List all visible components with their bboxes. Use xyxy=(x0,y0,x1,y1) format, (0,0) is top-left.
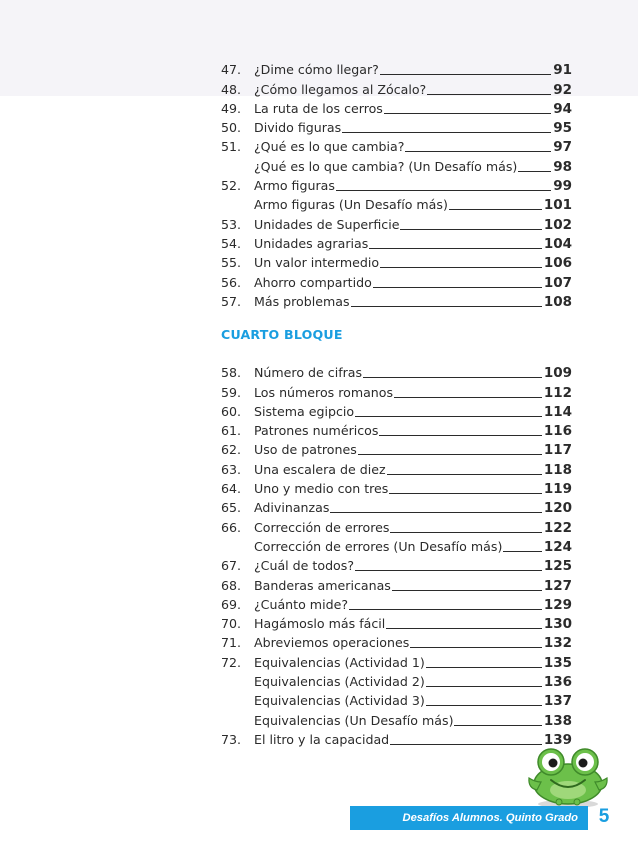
toc-leader-line xyxy=(390,744,542,745)
toc-entry xyxy=(221,650,572,669)
toc-entry-number: 51. xyxy=(221,139,242,155)
toc-entry-number: 72. xyxy=(221,654,242,670)
toc-entry-page: 132 xyxy=(543,635,572,652)
toc-entry xyxy=(221,457,572,476)
toc-entry-page: 137 xyxy=(543,693,572,710)
toc-entry-title: Unidades agrarias xyxy=(254,235,369,251)
toc-entry xyxy=(221,251,572,270)
table-of-contents-part-2 xyxy=(221,361,572,747)
toc-entry-number: 70. xyxy=(221,616,242,632)
toc-entry-page: 91 xyxy=(553,62,572,79)
toc-entry-number: 64. xyxy=(221,481,242,497)
toc-leader-line xyxy=(330,512,541,513)
toc-leader-line xyxy=(363,377,542,378)
toc-entry-page: 117 xyxy=(543,442,572,459)
toc-entry-title: Equivalencias (Actividad 2) xyxy=(254,674,425,690)
toc-entry xyxy=(221,400,572,419)
toc-entry-number: 68. xyxy=(221,577,242,593)
toc-entry-title: ¿Qué es lo que cambia? xyxy=(254,139,405,155)
toc-entry-page: 95 xyxy=(553,120,572,137)
toc-leader-line xyxy=(454,725,541,726)
toc-entry-title: Divido figuras xyxy=(254,120,342,136)
toc-entry-title: Más problemas xyxy=(254,293,350,309)
toc-entry-title: ¿Cuánto mide? xyxy=(254,596,348,612)
toc-entry-page: 127 xyxy=(543,577,572,594)
toc-entry xyxy=(221,212,572,231)
toc-entry-title: Banderas americanas xyxy=(254,577,391,593)
toc-entry-page: 107 xyxy=(543,274,572,291)
toc-entry-number: 65. xyxy=(221,500,242,516)
toc-entry-page: 119 xyxy=(543,481,572,498)
toc-entry-number: 59. xyxy=(221,384,242,400)
toc-leader-line xyxy=(384,113,551,114)
page-number: 5 xyxy=(598,806,610,827)
toc-entry-title: La ruta de los cerros xyxy=(254,100,383,116)
toc-entry-title: Abreviemos operaciones xyxy=(254,635,410,651)
toc-leader-line xyxy=(503,551,541,552)
toc-leader-line xyxy=(394,397,542,398)
toc-leader-line xyxy=(518,171,551,172)
toc-entry-number: 66. xyxy=(221,519,242,535)
toc-entry-page: 104 xyxy=(543,235,572,252)
toc-entry-title: El litro y la capacidad xyxy=(254,731,390,747)
toc-leader-line xyxy=(379,435,541,436)
toc-entry xyxy=(221,193,572,212)
toc-entry-title: Número de cifras xyxy=(254,365,363,381)
toc-entry-page: 102 xyxy=(543,216,572,233)
toc-entry xyxy=(221,438,572,457)
toc-entry xyxy=(221,535,572,554)
toc-leader-line xyxy=(387,474,542,475)
toc-entry-page: 129 xyxy=(543,596,572,613)
toc-entry-page: 112 xyxy=(543,384,572,401)
toc-entry-title: Una escalera de diez xyxy=(254,461,386,477)
toc-entry xyxy=(221,708,572,727)
toc-entry-number: 53. xyxy=(221,216,242,232)
toc-entry-number: 58. xyxy=(221,365,242,381)
toc-entry-title: Corrección de errores (Un Desafío más) xyxy=(254,538,503,554)
toc-entry-page: 97 xyxy=(553,139,572,156)
toc-entry-number: 73. xyxy=(221,731,242,747)
toc-entry-page: 109 xyxy=(543,365,572,382)
toc-entry xyxy=(221,554,572,573)
toc-entry-page: 114 xyxy=(543,403,572,420)
toc-leader-line xyxy=(426,705,542,706)
toc-leader-line xyxy=(449,209,542,210)
toc-entry-title: ¿Cómo llegamos al Zócalo? xyxy=(254,81,427,97)
toc-entry xyxy=(221,174,572,193)
toc-entry-number: 61. xyxy=(221,423,242,439)
toc-leader-line xyxy=(355,570,542,571)
toc-entry-number: 60. xyxy=(221,403,242,419)
toc-entry-title: Unidades de Superficie xyxy=(254,216,400,232)
toc-leader-line xyxy=(336,190,551,191)
toc-leader-line xyxy=(358,454,542,455)
toc-entry-number: 57. xyxy=(221,293,242,309)
section-title: CUARTO BLOQUE xyxy=(221,327,343,342)
toc-entry xyxy=(221,97,572,116)
toc-entry-title: Sistema egipcio xyxy=(254,403,355,419)
toc-entry-number: 48. xyxy=(221,81,242,97)
toc-entry xyxy=(221,419,572,438)
toc-entry-page: 94 xyxy=(553,100,572,117)
frog-icon xyxy=(523,738,613,810)
toc-entry-page: 122 xyxy=(543,519,572,536)
toc-entry-page: 125 xyxy=(543,558,572,575)
toc-leader-line xyxy=(426,686,542,687)
toc-entry-title: ¿Cuál de todos? xyxy=(254,558,355,574)
toc-entry-page: 130 xyxy=(543,616,572,633)
toc-entry-title: Uso de patrones xyxy=(254,442,357,458)
toc-entry-page: 108 xyxy=(543,293,572,310)
toc-entry-number: 55. xyxy=(221,255,242,271)
toc-entry xyxy=(221,154,572,173)
toc-entry-title: Hagámoslo más fácil xyxy=(254,616,386,632)
toc-entry-page: 139 xyxy=(543,731,572,748)
toc-leader-line xyxy=(369,248,542,249)
toc-entry-number: 69. xyxy=(221,596,242,612)
toc-entry xyxy=(221,290,572,309)
toc-entry-title: Equivalencias (Actividad 1) xyxy=(254,654,425,670)
toc-leader-line xyxy=(400,229,541,230)
toc-entry xyxy=(221,612,572,631)
toc-entry-page: 101 xyxy=(543,197,572,214)
toc-entry xyxy=(221,361,572,380)
toc-entry-title: Los números romanos xyxy=(254,384,394,400)
toc-entry-page: 124 xyxy=(543,538,572,555)
toc-entry xyxy=(221,593,572,612)
toc-entry xyxy=(221,270,572,289)
toc-entry-title: Corrección de errores xyxy=(254,519,390,535)
toc-entry-number: 63. xyxy=(221,461,242,477)
toc-entry-page: 136 xyxy=(543,674,572,691)
toc-leader-line xyxy=(410,647,542,648)
toc-leader-line xyxy=(373,287,542,288)
toc-entry xyxy=(221,232,572,251)
toc-entry-number: 52. xyxy=(221,178,242,194)
toc-entry xyxy=(221,477,572,496)
toc-entry-number: 50. xyxy=(221,120,242,136)
toc-leader-line xyxy=(405,151,551,152)
toc-entry-number: 62. xyxy=(221,442,242,458)
toc-leader-line xyxy=(386,628,542,629)
toc-entry-title: Un valor intermedio xyxy=(254,255,380,271)
toc-leader-line xyxy=(355,416,542,417)
toc-leader-line xyxy=(342,132,551,133)
toc-entry xyxy=(221,116,572,135)
toc-entry-number: 47. xyxy=(221,62,242,78)
table-of-contents-part-1 xyxy=(221,58,572,309)
toc-leader-line xyxy=(380,74,551,75)
toc-leader-line xyxy=(380,267,542,268)
toc-entry-number: 49. xyxy=(221,100,242,116)
toc-leader-line xyxy=(389,493,541,494)
toc-entry-title: Ahorro compartido xyxy=(254,274,372,290)
toc-entry-page: 138 xyxy=(543,712,572,729)
toc-entry xyxy=(221,573,572,592)
toc-entry-title: Armo figuras xyxy=(254,178,335,194)
toc-entry-page: 116 xyxy=(543,423,572,440)
toc-entry-page: 106 xyxy=(543,255,572,272)
toc-entry-page: 120 xyxy=(543,500,572,517)
toc-entry-title: ¿Qué es lo que cambia? (Un Desafío más) xyxy=(254,158,518,174)
toc-entry-page: 135 xyxy=(543,654,572,671)
toc-entry xyxy=(221,135,572,154)
toc-entry-number: 67. xyxy=(221,558,242,574)
toc-entry-number: 71. xyxy=(221,635,242,651)
toc-entry-title: Uno y medio con tres xyxy=(254,481,389,497)
toc-entry-title: Adivinanzas xyxy=(254,500,330,516)
toc-entry-page: 118 xyxy=(543,461,572,478)
toc-entry xyxy=(221,631,572,650)
toc-entry xyxy=(221,689,572,708)
toc-entry xyxy=(221,77,572,96)
toc-leader-line xyxy=(349,609,542,610)
toc-entry-page: 99 xyxy=(553,178,572,195)
toc-entry-number: 56. xyxy=(221,274,242,290)
toc-entry xyxy=(221,515,572,534)
toc-entry-title: ¿Dime cómo llegar? xyxy=(254,62,379,78)
toc-entry-page: 98 xyxy=(553,158,572,175)
toc-entry xyxy=(221,380,572,399)
toc-leader-line xyxy=(427,94,551,95)
toc-entry xyxy=(221,670,572,689)
toc-entry-title: Armo figuras (Un Desafío más) xyxy=(254,197,448,213)
footer-title: Desafíos Alumnos. Quinto Grado xyxy=(402,812,578,824)
toc-entry xyxy=(221,58,572,77)
toc-leader-line xyxy=(390,532,541,533)
toc-leader-line xyxy=(351,306,542,307)
toc-entry xyxy=(221,496,572,515)
toc-leader-line xyxy=(426,667,542,668)
toc-entry-number: 54. xyxy=(221,235,242,251)
toc-entry-title: Equivalencias (Un Desafío más) xyxy=(254,712,454,728)
toc-entry-title: Patrones numéricos xyxy=(254,423,379,439)
toc-entry xyxy=(221,728,572,747)
toc-entry-page: 92 xyxy=(553,81,572,98)
toc-leader-line xyxy=(392,590,542,591)
toc-entry-title: Equivalencias (Actividad 3) xyxy=(254,693,425,709)
